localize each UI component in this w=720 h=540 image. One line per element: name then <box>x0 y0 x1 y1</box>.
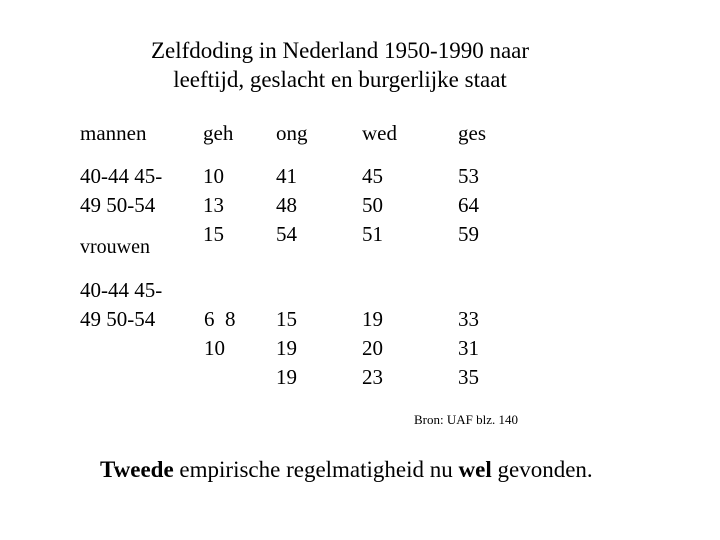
women-ges-value: 31 <box>458 336 479 360</box>
women-geh-value: 10 <box>204 336 225 360</box>
men-age-groups-line-2: 49 50-54 <box>80 193 156 217</box>
men-ges-value: 53 <box>458 164 479 188</box>
men-ong-value: 48 <box>276 193 297 217</box>
women-age-groups-line-2: 49 50-54 <box>80 307 156 331</box>
header-wed: wed <box>362 121 397 145</box>
header-geh: geh <box>203 121 234 145</box>
men-wed-value: 45 <box>362 164 383 188</box>
women-ges-value: 35 <box>458 365 479 389</box>
men-geh-value: 10 <box>203 164 224 188</box>
conclusion-sentence <box>100 455 593 485</box>
men-geh-value: 15 <box>203 222 224 246</box>
men-ong-value: 54 <box>276 222 297 246</box>
women-ges-value: 33 <box>458 307 479 331</box>
women-ong-value: 19 <box>276 336 297 360</box>
women-label: vrouwen <box>80 236 150 258</box>
conclusion-text-middle: empirische regelmatigheid nu <box>173 457 459 482</box>
women-ong-value: 15 <box>276 307 297 331</box>
women-wed-value: 20 <box>362 336 383 360</box>
conclusion-emphasis-tweede: Tweede <box>100 457 174 482</box>
women-ong-value: 19 <box>276 365 297 389</box>
men-wed-value: 51 <box>362 222 383 246</box>
women-geh-value: 6 8 <box>204 307 236 331</box>
title-line-1: Zelfdoding in Nederland 1950-1990 naar <box>150 38 530 63</box>
title-line-2: leeftijd, geslacht en burgerlijke staat <box>173 67 507 92</box>
header-mannen: mannen <box>80 121 147 145</box>
men-ges-value: 59 <box>458 222 479 246</box>
men-wed-value: 50 <box>362 193 383 217</box>
header-ges: ges <box>458 121 486 145</box>
header-ong: ong <box>276 121 308 145</box>
slide-title <box>0 36 680 94</box>
conclusion-text-end: gevonden. <box>491 457 593 482</box>
conclusion-emphasis-wel: wel <box>458 457 492 482</box>
men-ges-value: 64 <box>458 193 479 217</box>
women-age-groups-line-1: 40-44 45- <box>80 278 163 302</box>
women-wed-value: 19 <box>362 307 383 331</box>
women-wed-value: 23 <box>362 365 383 389</box>
men-ong-value: 41 <box>276 164 297 188</box>
source-note: Bron: UAF blz. 140 <box>414 412 518 427</box>
men-age-groups-line-1: 40-44 45- <box>80 164 163 188</box>
men-geh-value: 13 <box>203 193 224 217</box>
